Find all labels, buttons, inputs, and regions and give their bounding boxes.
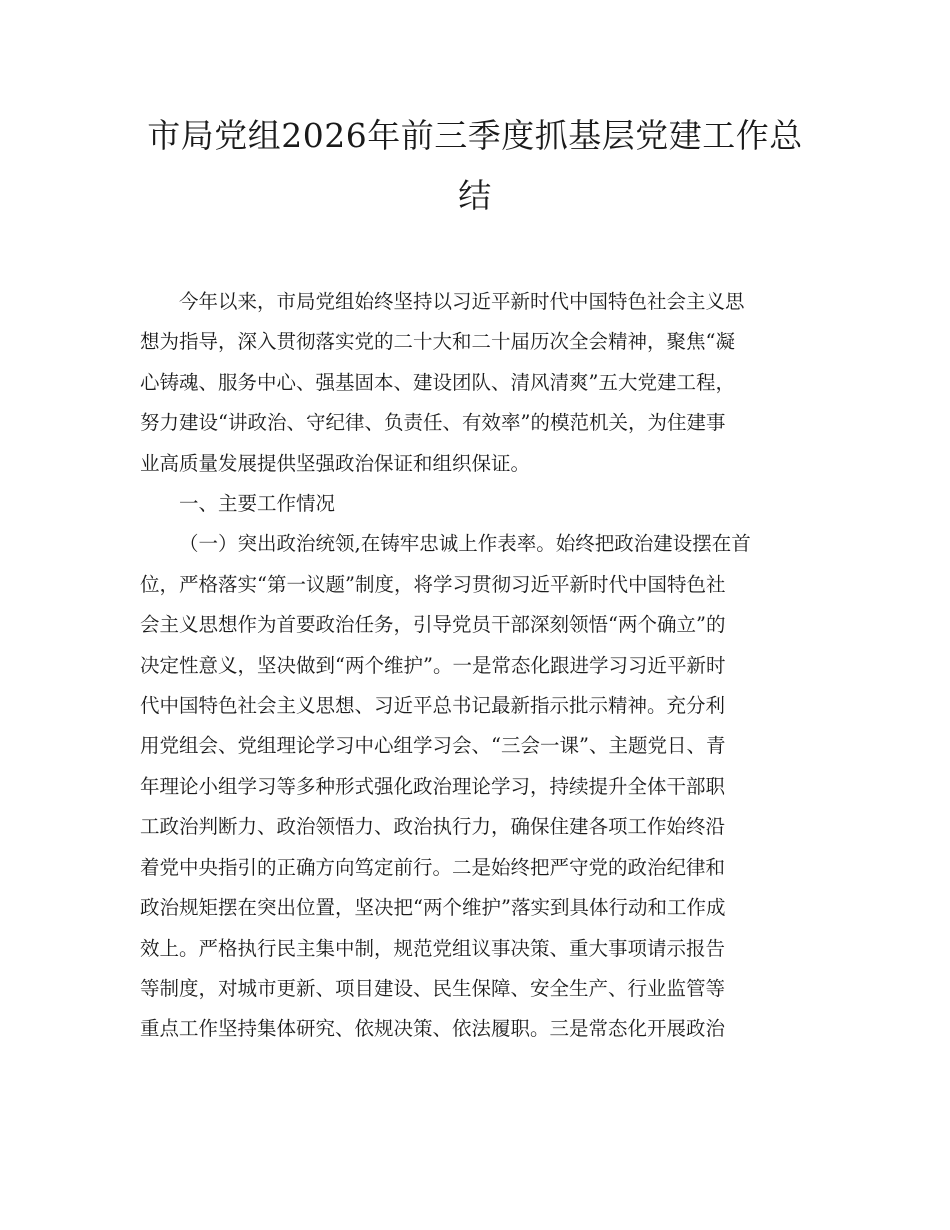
text-line: 年理论小组学习等多种形式强化政治理论学习，持续提升全体干部职 bbox=[140, 774, 726, 798]
title-line-1: 市局党组2026年前三季度抓基层党建工作总 bbox=[147, 116, 803, 155]
text-line: 重点工作坚持集体研究、依规决策、依法履职。三是常态化开展政治 bbox=[140, 1017, 726, 1041]
body-paragraph bbox=[140, 524, 810, 1049]
text-line: 等制度，对城市更新、项目建设、民生保障、安全生产、行业监管等 bbox=[140, 976, 726, 1000]
intro-paragraph bbox=[140, 282, 810, 484]
text-line: 会主义思想作为首要政治任务，引导党员干部深刻领悟“两个确立”的 bbox=[140, 613, 726, 637]
text-line: 决定性意义，坚决做到“两个维护”。一是常态化跟进学习习近平新时 bbox=[140, 653, 726, 677]
text-line: 效上。严格执行民主集中制，规范党组议事决策、重大事项请示报告 bbox=[140, 936, 726, 960]
text-line: 努力建设“讲政治、守纪律、负责任、有效率”的模范机关，为住建事 bbox=[140, 411, 726, 435]
section-heading bbox=[140, 484, 810, 524]
document-title bbox=[130, 106, 820, 226]
text-line: 今年以来，市局党组始终坚持以习近平新时代中国特色社会主义思 bbox=[179, 290, 745, 313]
document-body bbox=[140, 282, 810, 1050]
text-line: （一）突出政治统领,在铸牢忠诚上作表率。始终把政治建设摆在首 bbox=[179, 532, 751, 556]
section-heading-text: 一、主要工作情况 bbox=[179, 492, 336, 516]
text-line: 着党中央指引的正确方向笃定前行。二是始终把严守党的政治纪律和 bbox=[140, 855, 726, 879]
text-line: 想为指导，深入贯彻落实党的二十大和二十届历次全会精神，聚焦“凝 bbox=[140, 330, 735, 354]
text-line: 用党组会、党组理论学习中心组学习会、“三会一课”、主题党日、青 bbox=[140, 734, 726, 758]
text-line: 业高质量发展提供坚强政治保证和组织保证。 bbox=[140, 451, 531, 475]
text-line: 工政治判断力、政治领悟力、政治执行力，确保住建各项工作始终沿 bbox=[140, 815, 726, 839]
text-line: 心铸魂、服务中心、强基固本、建设团队、清风清爽”五大党建工程， bbox=[140, 370, 735, 394]
text-line: 位，严格落实“第一议题”制度，将学习贯彻习近平新时代中国特色社 bbox=[140, 572, 726, 596]
title-line-2: 结 bbox=[458, 176, 492, 215]
text-line: 代中国特色社会主义思想、习近平总书记最新指示批示精神。充分利 bbox=[140, 694, 726, 718]
text-line: 政治规矩摆在突出位置，坚决把“两个维护”落实到具体行动和工作成 bbox=[140, 896, 726, 920]
